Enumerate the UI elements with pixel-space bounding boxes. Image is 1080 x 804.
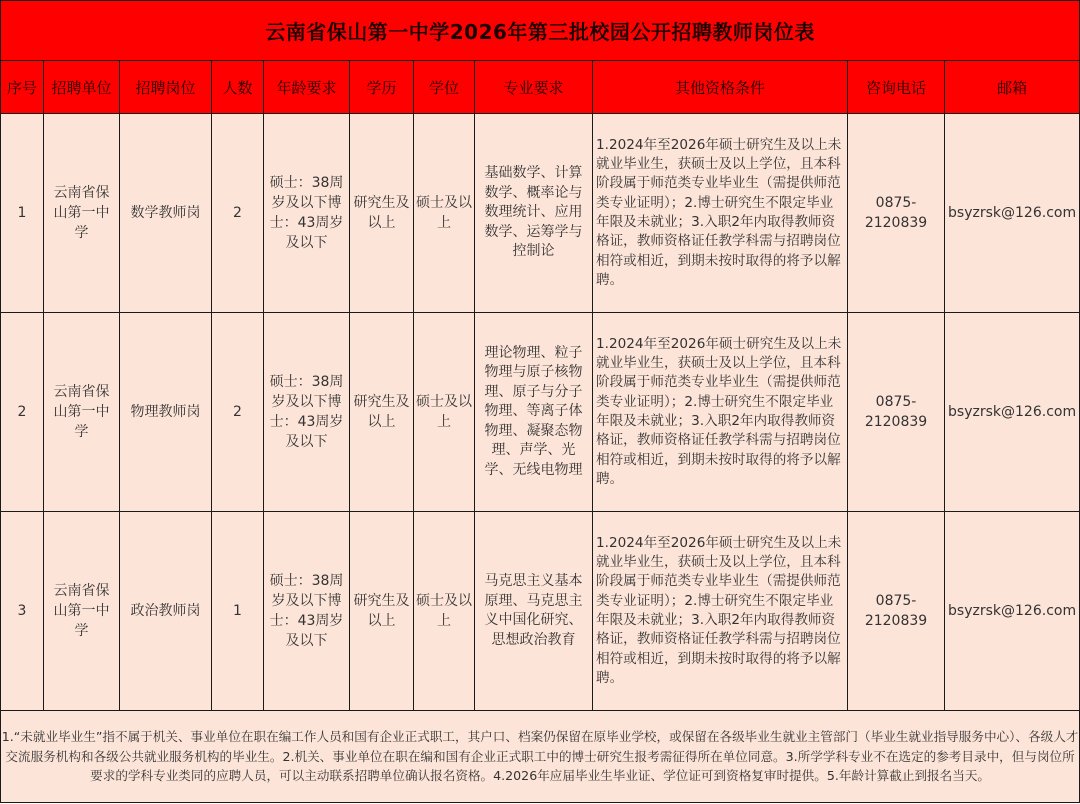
cell-phone: 0875-2120839 — [848, 512, 945, 711]
cell-email: bsyzrsk@126.com — [945, 313, 1080, 512]
cell-count: 1 — [212, 512, 264, 711]
footnote-row — [1, 711, 1080, 803]
cell-no: 1 — [1, 114, 44, 313]
cell-major: 理论物理、粒子物理与原子核物理、原子与分子物理、等离子体物理、凝聚态物理、声学、光学、无线电物理 — [475, 313, 593, 512]
cell-conditions: 1.2024年至2026年硕士研究生及以上未就业毕业生，获硕士及以上学位，且本科阶段属于师范类专业毕业生（需提供师范类专业证明）；2.博士研究生不限定毕业年限及未就业；3.入职2年内取得教师资格证，教师资格证任教学科需与招聘岗位相符或相近，到期未按时取得的将予以解聘。 — [593, 512, 848, 711]
cell-age: 硕士：38周岁及以下博士：43周岁及以下 — [264, 512, 350, 711]
table-row — [1, 512, 1080, 711]
cell-major: 基础数学、计算数学、概率论与数理统计、应用数学、运筹学与控制论 — [475, 114, 593, 313]
table-row — [1, 313, 1080, 512]
header-row — [1, 61, 1080, 114]
table-title: 云南省保山第一中学2026年第三批校园公开招聘教师岗位表 — [1, 1, 1080, 61]
cell-count: 2 — [212, 114, 264, 313]
cell-phone: 0875-2120839 — [848, 313, 945, 512]
cell-unit: 云南省保山第一中学 — [44, 313, 120, 512]
col-header-position: 招聘岗位 — [120, 61, 212, 114]
cell-major: 马克思主义基本原理、马克思主义中国化研究、思想政治教育 — [475, 512, 593, 711]
cell-degree: 硕士及以上 — [414, 114, 475, 313]
cell-conditions: 1.2024年至2026年硕士研究生及以上未就业毕业生，获硕士及以上学位，且本科阶段属于师范类专业毕业生（需提供师范类专业证明）；2.博士研究生不限定毕业年限及未就业；3.入职2年内取得教师资格证，教师资格证任教学科需与招聘岗位相符或相近，到期未按时取得的将予以解聘。 — [593, 114, 848, 313]
col-header-count: 人数 — [212, 61, 264, 114]
cell-age: 硕士：38周岁及以下博士：43周岁及以下 — [264, 114, 350, 313]
cell-no: 2 — [1, 313, 44, 512]
col-header-education: 学历 — [350, 61, 414, 114]
cell-email: bsyzrsk@126.com — [945, 114, 1080, 313]
col-header-age: 年龄要求 — [264, 61, 350, 114]
col-header-unit: 招聘单位 — [44, 61, 120, 114]
cell-education: 研究生及以上 — [350, 313, 414, 512]
cell-position: 数学教师岗 — [120, 114, 212, 313]
col-header-conditions: 其他资格条件 — [593, 61, 848, 114]
col-header-no: 序号 — [1, 61, 44, 114]
col-header-degree: 学位 — [414, 61, 475, 114]
cell-unit: 云南省保山第一中学 — [44, 512, 120, 711]
cell-no: 3 — [1, 512, 44, 711]
col-header-major: 专业要求 — [475, 61, 593, 114]
cell-count: 2 — [212, 313, 264, 512]
table-row — [1, 114, 1080, 313]
footnote-text: 1.“未就业毕业生”指不属于机关、事业单位在职在编工作人员和国有企业正式职工，其户口、档案仍保留在原毕业学校，或保留在各级毕业生就业主管部门（毕业生就业指导服务中心）、各级人才交流服务机构和各级公共就业服务机构的毕业生。2.机关、事业单位在职在编和国有企业正式职工中的博士研究生报考需征得所在单位同意。3.所学学科专业不在选定的参考目录中，但与岗位所要求的学科专业类同的应聘人员，可以主动联系招聘单位确认报名资格。4.2026年应届毕业生毕业证、学位证可到资格复审时提供。5.年龄计算截止到报名当天。 — [1, 711, 1080, 803]
cell-degree: 硕士及以上 — [414, 313, 475, 512]
cell-conditions: 1.2024年至2026年硕士研究生及以上未就业毕业生，获硕士及以上学位，且本科阶段属于师范类专业毕业生（需提供师范类专业证明）；2.博士研究生不限定毕业年限及未就业；3.入职2年内取得教师资格证，教师资格证任教学科需与招聘岗位相符或相近，到期未按时取得的将予以解聘。 — [593, 313, 848, 512]
cell-education: 研究生及以上 — [350, 512, 414, 711]
cell-position: 物理教师岗 — [120, 313, 212, 512]
cell-age: 硕士：38周岁及以下博士：43周岁及以下 — [264, 313, 350, 512]
cell-email: bsyzrsk@126.com — [945, 512, 1080, 711]
cell-unit: 云南省保山第一中学 — [44, 114, 120, 313]
col-header-email: 邮箱 — [945, 61, 1080, 114]
cell-phone: 0875-2120839 — [848, 114, 945, 313]
col-header-phone: 咨询电话 — [848, 61, 945, 114]
cell-position: 政治教师岗 — [120, 512, 212, 711]
cell-education: 研究生及以上 — [350, 114, 414, 313]
cell-degree: 硕士及以上 — [414, 512, 475, 711]
